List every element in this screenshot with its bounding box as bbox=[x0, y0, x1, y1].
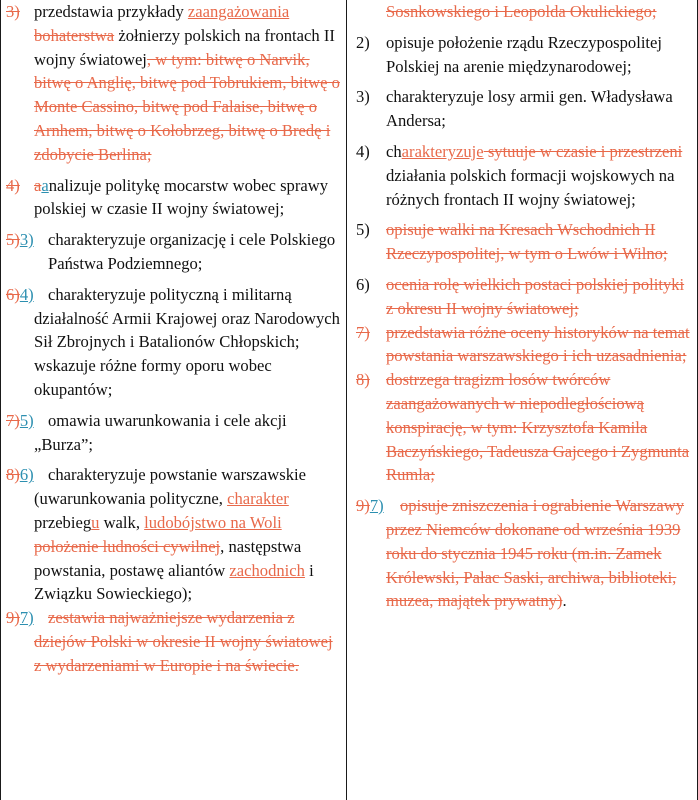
item-text: opisuje walki na Kresach Wschodnich II Rzeczypospolitej, w tym o Lwów i Wilno; bbox=[386, 220, 668, 264]
item-text: zestawia najważniejsze wydarzenia z dziejów Polski w okresie II wojny światowej z wydarzeniami w Europie i na świecie. bbox=[34, 608, 333, 675]
item-number: 4) bbox=[6, 175, 20, 195]
item-number: 6) bbox=[356, 274, 370, 294]
item-text: charakteryzuje polityczną i militarną działalność Armii Krajowej oraz Narodowych Sił Zbrojnych i Batalionów Chłopskich; wskazuje różne formy oporu wobec okupantów; bbox=[34, 284, 340, 399]
item-number: 9)7) bbox=[6, 608, 34, 628]
item-number: 3) bbox=[6, 2, 20, 21]
left-item-9 bbox=[6, 606, 341, 677]
right-item-7 bbox=[356, 321, 692, 369]
item-text: aanalizuje politykę mocarstw wobec sprawy polskiej w czasie II wojny światowej; bbox=[34, 175, 328, 219]
item-text: charakteryzuje powstanie warszawskie (uwarunkowania polityczne, charakter przebiegu walk, ludobójstwo na Woli położenie ludności cywilnej, następstwa powstania, postawę aliantów zachodnich i Związku Sowieckiego); bbox=[34, 465, 314, 604]
right-item-9 bbox=[356, 494, 692, 613]
item-number: 4) bbox=[356, 141, 370, 161]
item-number: 8)6) bbox=[6, 465, 34, 485]
right-item-4 bbox=[356, 140, 692, 211]
left-column bbox=[0, 0, 347, 800]
right-item-8 bbox=[356, 368, 692, 487]
left-item-7 bbox=[6, 409, 341, 457]
item-number: 8) bbox=[356, 370, 370, 390]
item-text: ocenia rolę wielkich postaci polskiej polityki z okresu II wojny światowej; bbox=[386, 274, 685, 318]
item-text: dostrzega tragizm losów twórców zaangażowanych w niepodległościową konspirację, w tym: Krzysztofa Kamila Baczyńskiego, Tadeusza Gajcego i Zygmunta Rumla; bbox=[386, 370, 690, 485]
left-item-3 bbox=[6, 0, 341, 167]
left-item-8 bbox=[6, 463, 341, 606]
item-number: 9)7) bbox=[356, 496, 384, 516]
item-text: omawia uwarunkowania i cele akcji „Burza”; bbox=[34, 410, 287, 454]
item-number: 7) bbox=[356, 322, 370, 342]
item-number: 3) bbox=[356, 87, 370, 107]
item-text: przedstawia przykłady zaangażowania bohaterstwa żołnierzy polskich na frontach II wojny światowej, w tym: bitwę o Narvik, bitwę o Anglię, bitwę pod Tobrukiem, bitwę o Monte Cassino, bitwę pod Falaise, bitwę o Arnhem, bitwę o Kołobrzeg, bitwę o Bredę i zdobycie Berlina; bbox=[34, 2, 340, 164]
right-item-2 bbox=[356, 31, 692, 79]
right-item-3 bbox=[356, 85, 692, 133]
left-item-5 bbox=[6, 228, 341, 276]
item-number: 5)3) bbox=[6, 230, 34, 250]
right-carryover-text bbox=[356, 0, 692, 24]
left-item-6 bbox=[6, 283, 341, 402]
item-text: Sosnkowskiego i Leopolda Okulickiego; bbox=[386, 2, 657, 21]
item-text: charakteryzuje organizację i cele Polskiego Państwa Podziemnego; bbox=[48, 230, 336, 273]
item-text: charakteryzuje sytuuje w czasie i przestrzeni działania polskich formacji wojskowych na różnych frontach II wojny światowej; bbox=[386, 141, 683, 209]
item-number: 5) bbox=[356, 220, 370, 240]
item-number: 7)5) bbox=[6, 410, 34, 430]
right-item-6 bbox=[356, 273, 692, 321]
item-text: opisuje położenie rządu Rzeczypospolitej Polskiej na arenie międzynarodowej; bbox=[386, 32, 663, 76]
item-text: charakteryzuje losy armii gen. Władysława Andersa; bbox=[386, 87, 673, 131]
right-column bbox=[348, 0, 698, 800]
item-number: 6)4) bbox=[6, 284, 34, 304]
left-item-4 bbox=[6, 174, 341, 222]
right-item-5 bbox=[356, 218, 692, 266]
item-number: 2) bbox=[356, 32, 370, 52]
item-text: opisuje zniszczenia i ograbienie Warszawy przez Niemców dokonane od września 1939 roku do stycznia 1945 roku (m.in. Zamek Królewski, Pałac Saski, archiwa, biblioteki, muzea, majątek prywatny). bbox=[386, 496, 685, 611]
item-text: przedstawia różne oceny historyków na temat powstania warszawskiego i ich uzasadnienia; bbox=[386, 322, 690, 366]
